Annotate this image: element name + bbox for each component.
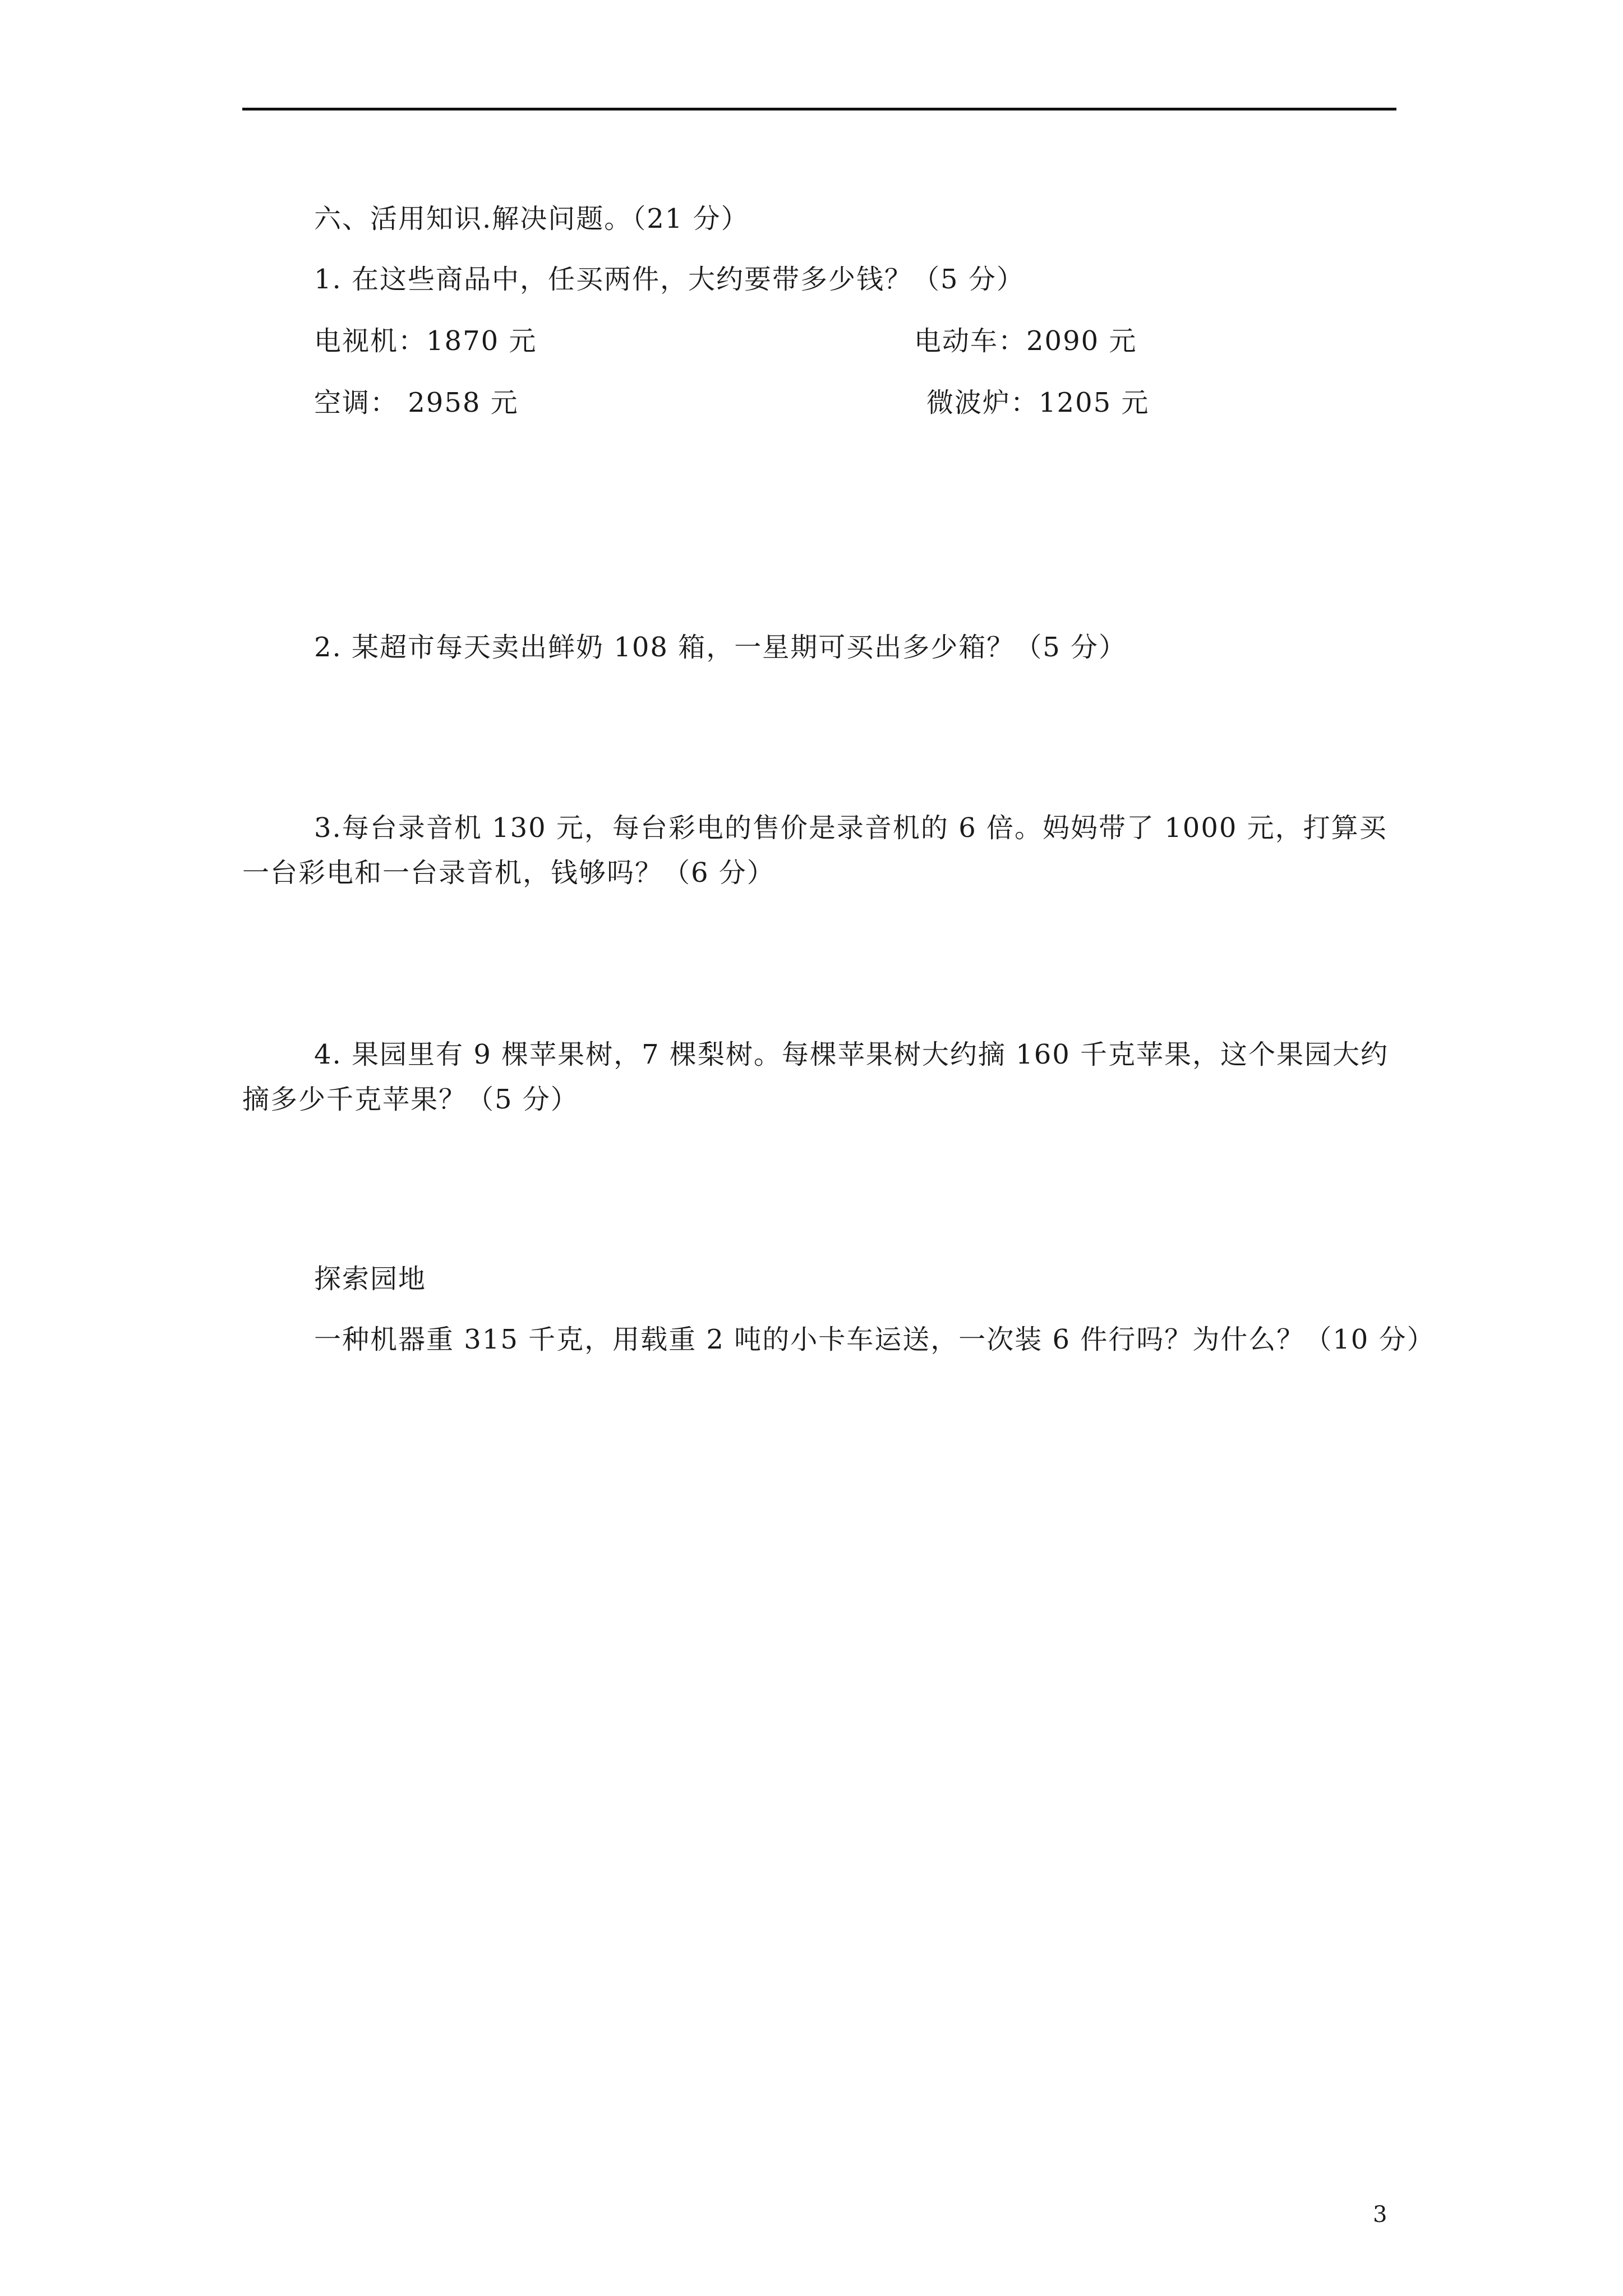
question-4-text: 4. 果园里有 9 棵苹果树，7 棵梨树。每棵苹果树大约摘 160 千克苹果，这个果园大约摘多少千克苹果？（5 分） — [242, 1039, 1389, 1115]
item-ac-price: 空调： 2958 元 — [314, 387, 519, 418]
explore-question-text: 一种机器重 315 千克，用载重 2 吨的小卡车运送，一次装 6 件行吗？为什么？（10 分） — [314, 1324, 1435, 1355]
header-rule — [242, 108, 1396, 111]
item-tv-price: 电视机：1870 元 — [314, 325, 537, 357]
question-1-text: 1. 在这些商品中，任买两件，大约要带多少钱？（5 分） — [314, 264, 1025, 295]
item-ebike-price: 电动车：2090 元 — [914, 325, 1137, 357]
section-heading: 六、活用知识.解决问题。（21 分） — [314, 203, 749, 234]
item-microwave-price: 微波炉：1205 元 — [926, 387, 1150, 418]
question-3-text: 3.每台录音机 130 元，每台彩电的售价是录音机的 6 倍。妈妈带了 1000 元，打算买一台彩电和一台录音机，钱够吗？（6 分） — [242, 812, 1387, 889]
page-number: 3 — [1373, 2202, 1387, 2228]
explore-title: 探索园地 — [314, 1263, 427, 1295]
question-2-text: 2. 某超市每天卖出鲜奶 108 箱，一星期可买出多少箱？（5 分） — [314, 632, 1127, 663]
